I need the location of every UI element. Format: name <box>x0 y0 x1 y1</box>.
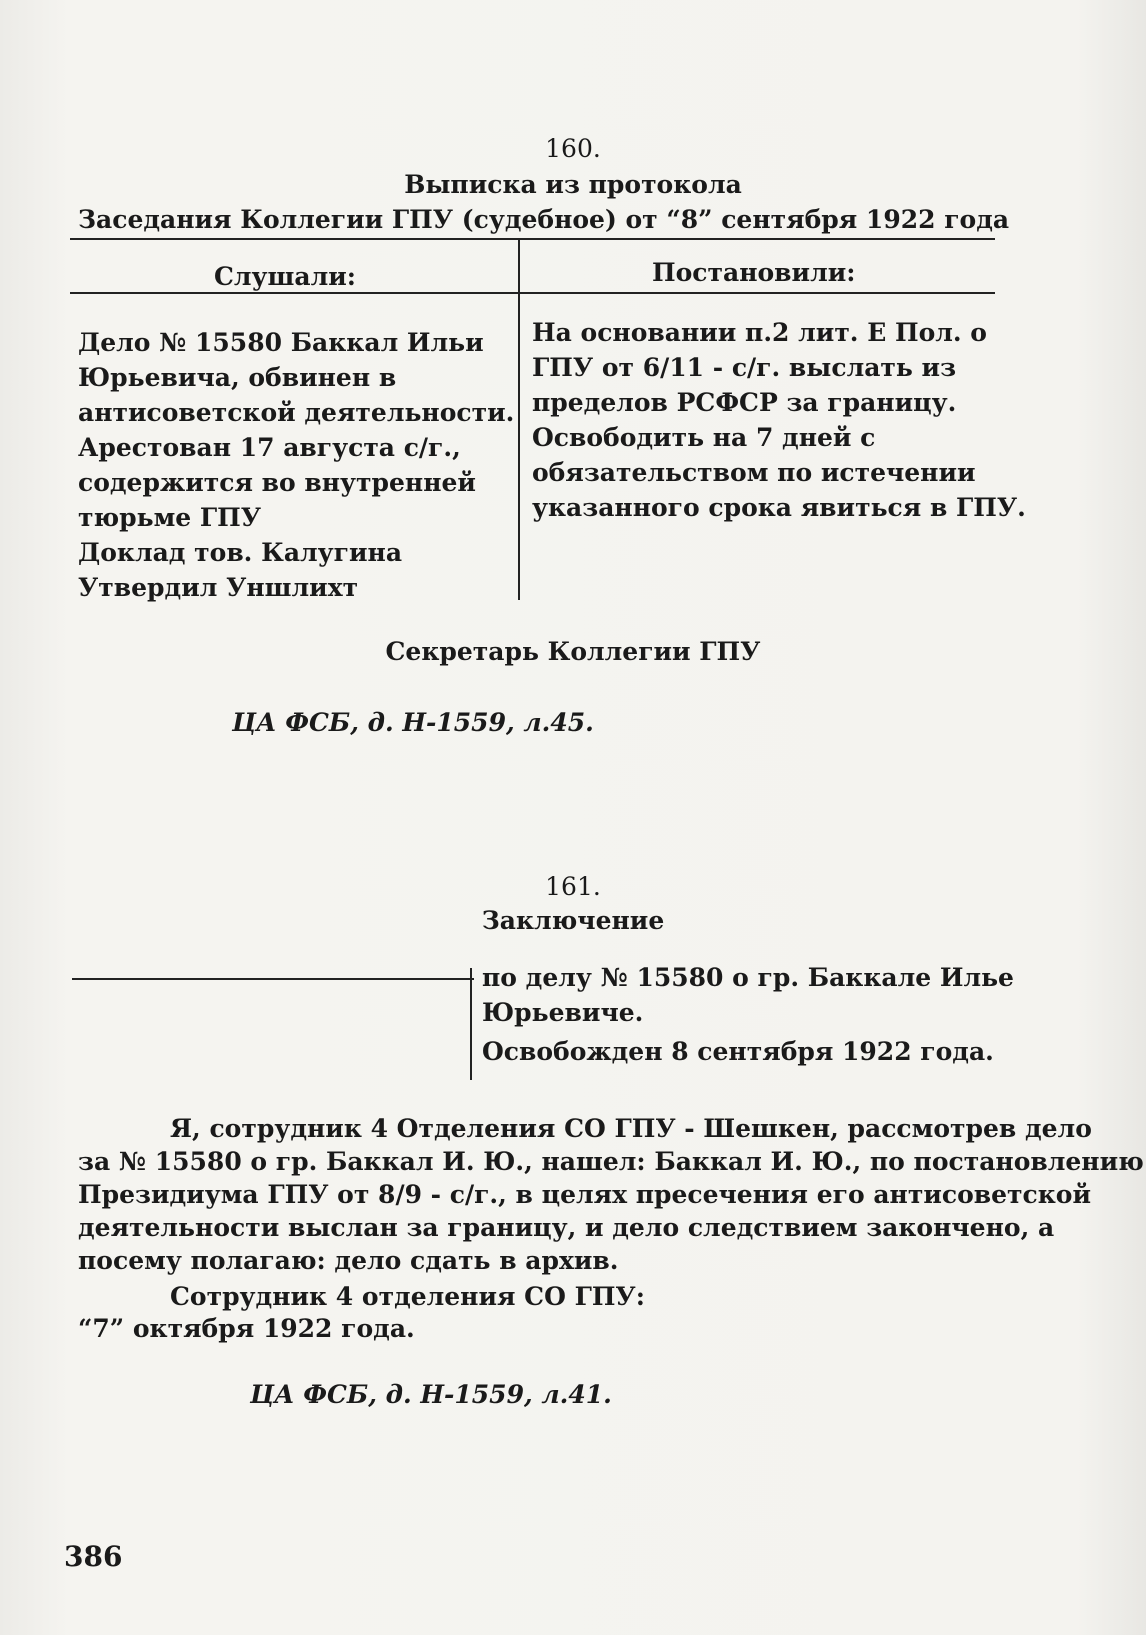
heard-cell <box>78 325 514 605</box>
body-line: Я, сотрудник 4 Отделения СО ГПУ - Шешкен, рассмотрев дело <box>170 1114 1092 1143</box>
doc161-signature: Сотрудник 4 отделения СО ГПУ: <box>170 1282 645 1311</box>
resolved-line: Освободить на 7 дней с <box>532 423 876 452</box>
doc160-subtitle: Заседания Коллегии ГПУ (судебное) от “8” сентября 1922 года <box>78 205 1010 234</box>
doc161-citation: ЦА ФСБ, д. Н-1559, л.41. <box>250 1380 612 1409</box>
doc161-title: Заключение <box>481 906 665 935</box>
resolved-line: ГПУ от 6/11 - с/г. выслать из <box>532 353 957 382</box>
resolved-cell <box>532 315 1026 525</box>
resolved-column-header: Постановили: <box>652 258 856 287</box>
resolved-line: обязательством по истечении <box>532 458 976 487</box>
doc161-date: “7” октября 1922 года. <box>78 1314 415 1343</box>
heard-line: Дело № 15580 Баккал Ильи <box>78 328 484 357</box>
heard-line: тюрьме ГПУ <box>78 503 262 532</box>
doc161-body <box>78 1112 1144 1277</box>
body-line: за № 15580 о гр. Баккал И. Ю., нашел: Баккал И. Ю., по постановлению <box>78 1147 1144 1176</box>
heard-line: антисоветской деятельности. <box>78 398 515 427</box>
case-line: Освобожден 8 сентября 1922 года. <box>482 1037 994 1066</box>
case-line: Юрьевиче. <box>482 998 644 1027</box>
doc161-number: 161. <box>545 872 601 901</box>
heard-line: Юрьевича, обвинен в <box>78 363 397 392</box>
heard-column-header: Слушали: <box>214 262 356 291</box>
doc160-citation: ЦА ФСБ, д. Н-1559, л.45. <box>232 708 594 737</box>
resolved-line: На основании п.2 лит. Е Пол. о <box>532 318 987 347</box>
table-column-divider <box>518 238 520 600</box>
table-top-rule <box>70 238 995 240</box>
resolved-line: указанного срока явиться в ГПУ. <box>532 493 1026 522</box>
heard-line: Арестован 17 августа с/г., <box>78 433 461 462</box>
doc160-secretary: Секретарь Коллегии ГПУ <box>385 637 761 666</box>
doc161-case-block <box>482 960 1014 1069</box>
heard-line: Доклад тов. Калугина <box>78 538 403 567</box>
resolved-line: пределов РСФСР за границу. <box>532 388 957 417</box>
body-line: посему полагаю: дело сдать в архив. <box>78 1246 619 1275</box>
body-line: Президиума ГПУ от 8/9 - с/г., в целях пресечения его антисоветской <box>78 1180 1092 1209</box>
table-header-rule <box>70 292 995 294</box>
heard-line: содержится во внутренней <box>78 468 476 497</box>
body-line: деятельности выслан за границу, и дело следствием закончено, а <box>78 1213 1055 1242</box>
case-line: по делу № 15580 о гр. Баккале Илье <box>482 963 1014 992</box>
doc161-left-rule <box>72 978 474 980</box>
doc161-divider <box>470 968 472 1080</box>
heard-line: Утвердил Уншлихт <box>78 573 359 602</box>
doc160-number: 160. <box>545 134 601 163</box>
page-number: 386 <box>64 1540 123 1573</box>
doc160-title: Выписка из протокола <box>404 170 742 199</box>
